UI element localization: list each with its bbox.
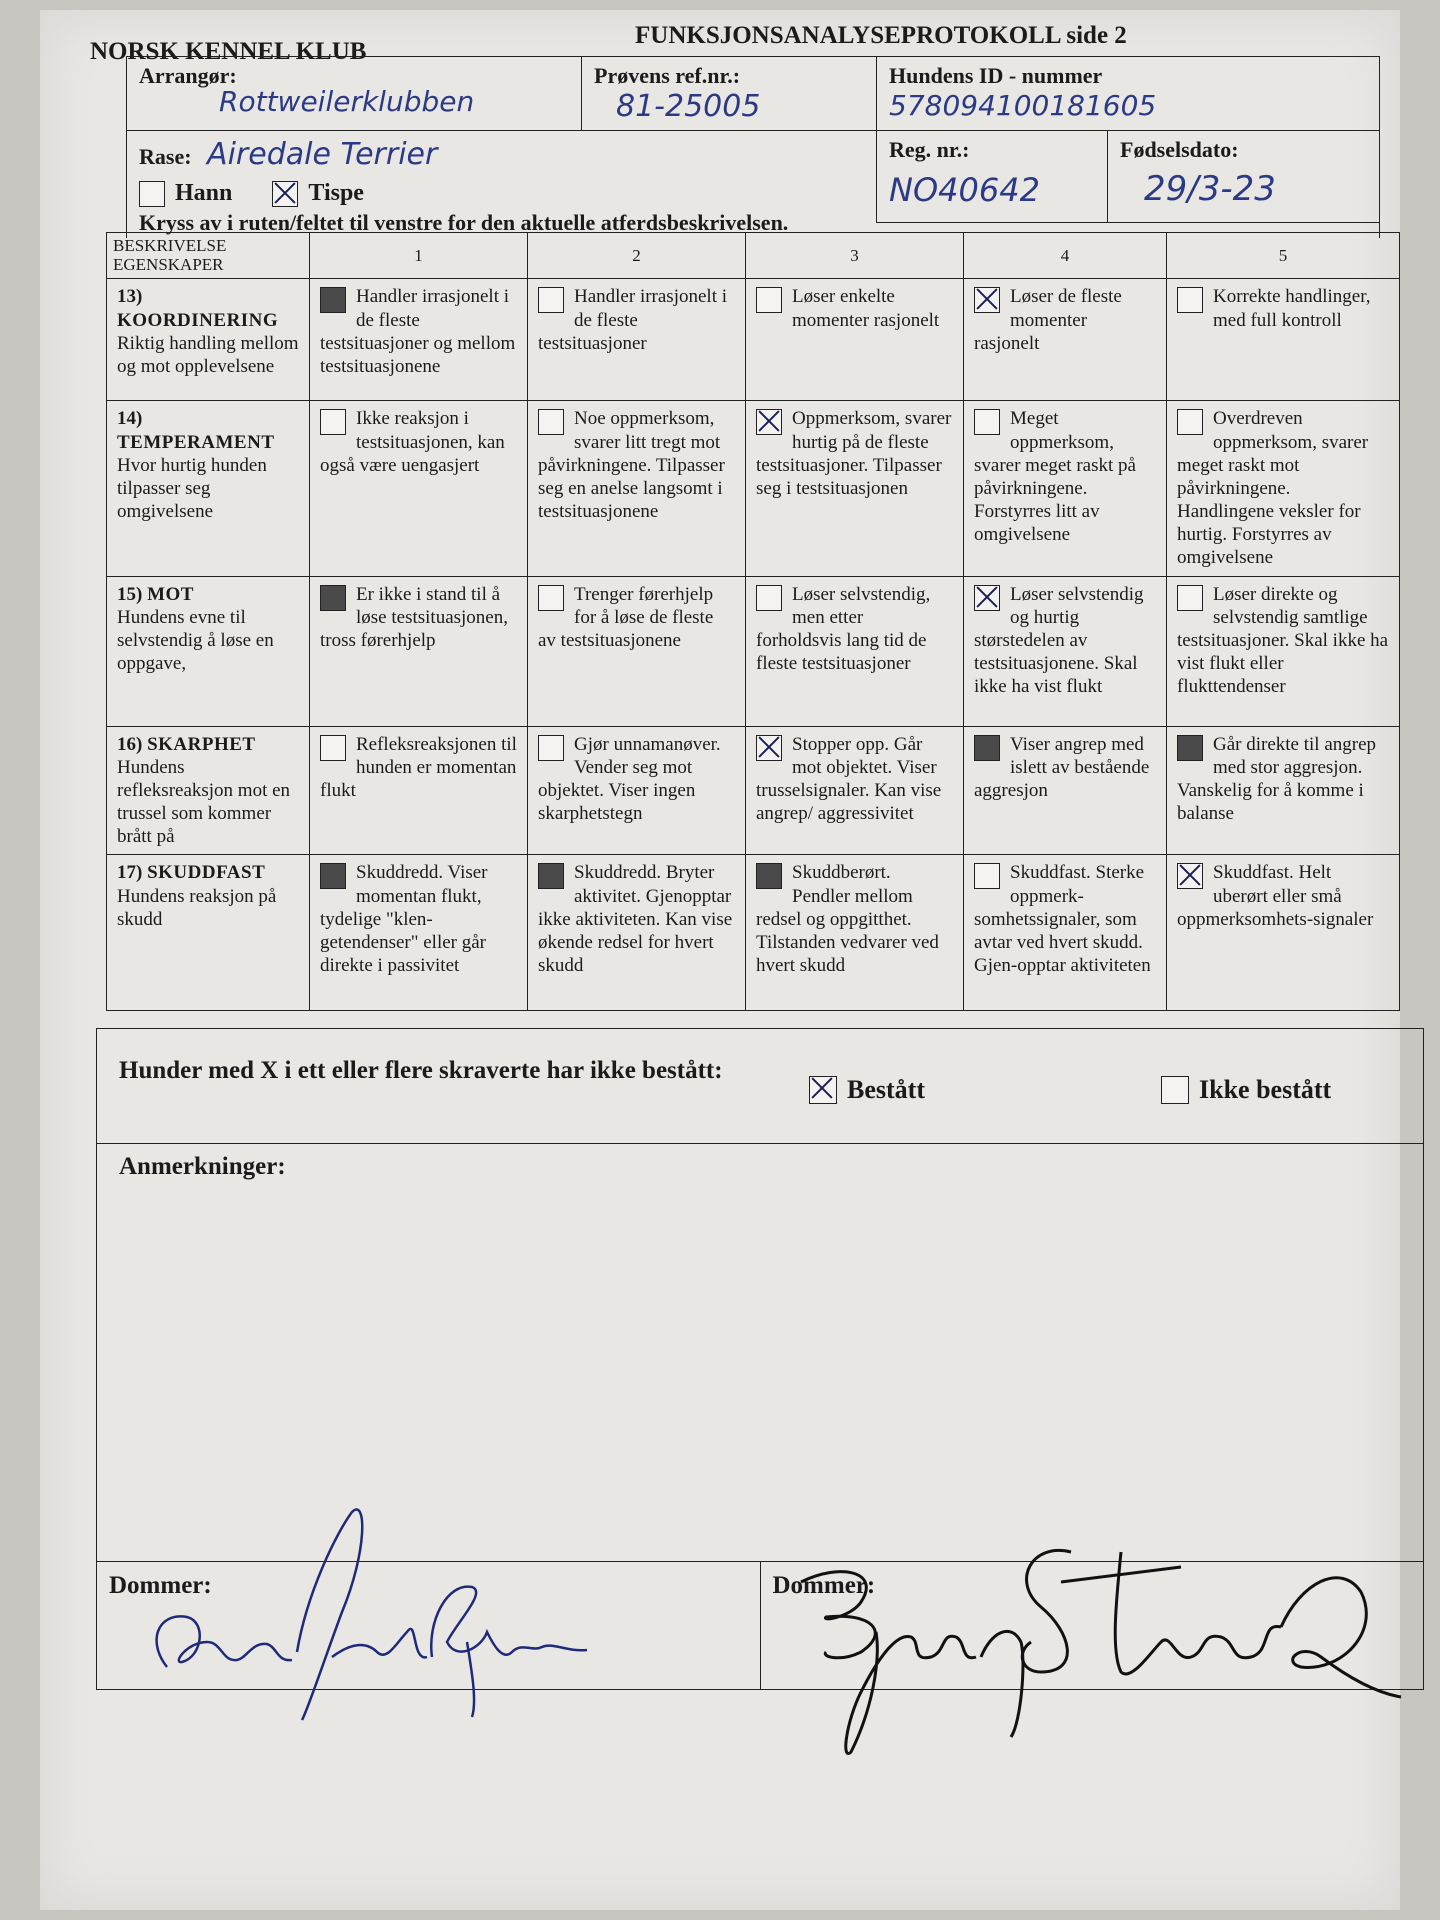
form-sheet	[40, 10, 1400, 1910]
score-checkbox[interactable]	[756, 287, 782, 313]
score-description: Handler irrasjonelt i de fleste testsituasjoner	[538, 286, 728, 354]
column-header: 5	[1167, 233, 1400, 279]
header-fields	[126, 56, 1380, 223]
score-cell[interactable]	[1167, 576, 1400, 726]
column-header: 2	[528, 233, 746, 279]
judge-1-signature	[127, 1492, 607, 1722]
birthdate-value[interactable]: 29/3-23	[1144, 169, 1276, 209]
score-checkbox[interactable]	[974, 287, 1000, 313]
judge-1-field	[97, 1562, 760, 1690]
property-name: MOT	[147, 583, 194, 605]
score-cell[interactable]	[964, 576, 1167, 726]
score-checkbox[interactable]	[320, 287, 346, 313]
score-checkbox[interactable]	[538, 735, 564, 761]
property-name: KOORDINERING	[117, 309, 279, 331]
score-cell[interactable]	[310, 576, 528, 726]
property-description: Riktig handling mellom og mot opplevelsene	[117, 332, 299, 377]
desc-header-1: BESKRIVELSE	[113, 236, 227, 255]
score-description: Skuddredd. Viser momentan flukt, tydelige "klen-getendenser" eller går direkte i passivitet	[320, 862, 488, 977]
score-checkbox[interactable]	[756, 409, 782, 435]
score-checkbox[interactable]	[974, 863, 1000, 889]
score-checkbox[interactable]	[1177, 287, 1203, 313]
score-description: Går direkte til angrep med stor aggresjon. Vanskelig for å komme i balanse	[1177, 733, 1377, 825]
property-description-cell	[107, 576, 310, 726]
judge-2-signature	[781, 1522, 1401, 1762]
property-description-cell	[107, 279, 310, 401]
score-description: Handler irrasjonelt i de fleste testsituasjoner og mellom testsituasjonene	[320, 286, 516, 377]
property-name: SKUDDFAST	[147, 862, 266, 884]
score-cell[interactable]	[746, 401, 964, 576]
id-value[interactable]: 578094100181605	[889, 89, 1157, 122]
assessment-rows	[107, 279, 1400, 1011]
score-description: Meget oppmerksom, svarer meget raskt på påvirkningene. Forstyrres litt av omgivelsene	[974, 408, 1136, 546]
desc-header	[107, 233, 310, 279]
score-description: Viser angrep med islett av bestående aggresjon	[974, 733, 1150, 801]
score-checkbox[interactable]	[538, 409, 564, 435]
score-description: Korrekte handlinger, med full kontroll	[1213, 286, 1371, 331]
score-description: Skuddredd. Bryter aktivitet. Gjenopptar ikke aktiviteten. Kan vise økende redsel for hvert skudd	[538, 862, 733, 977]
score-cell[interactable]	[310, 726, 528, 855]
failed-checkbox[interactable]	[1161, 1076, 1189, 1104]
property-description-cell	[107, 401, 310, 576]
score-checkbox[interactable]	[756, 735, 782, 761]
id-field	[877, 57, 1380, 131]
score-description: Skuddfast. Helt uberørt eller små oppmerksomhets-signaler	[1177, 862, 1374, 930]
score-cell[interactable]	[310, 279, 528, 401]
assessment-row	[107, 855, 1400, 1011]
score-description: Stopper opp. Går mot objektet. Viser trusselsignaler. Kan vise angrep/ aggressivitet	[756, 733, 942, 825]
property-description: Hvor hurtig hunden tilpasser seg omgivelsene	[117, 454, 267, 523]
property-description: Hundens evne til selvstendig å løse en oppgave,	[117, 606, 274, 675]
score-description: Løser selvstendig, men etter forholdsvis lang tid de fleste testsituasjoner	[756, 583, 931, 675]
judge-1-label: Dommer:	[109, 1572, 212, 1599]
remarks-label: Anmerkninger:	[119, 1153, 286, 1180]
score-checkbox[interactable]	[1177, 409, 1203, 435]
reg-value[interactable]: NO40642	[889, 171, 1040, 209]
score-description: Er ikke i stand til å løse testsituasjonen, tross førerhjelp	[320, 583, 508, 651]
property-name: TEMPERAMENT	[117, 431, 275, 453]
score-cell[interactable]	[1167, 855, 1400, 1011]
ref-value[interactable]: 81-25005	[616, 89, 761, 124]
score-description: Refleksreaksjonen til hunden er momentan flukt	[320, 733, 517, 801]
score-cell[interactable]	[1167, 279, 1400, 401]
male-label: Hann	[175, 180, 233, 206]
score-checkbox[interactable]	[756, 585, 782, 611]
sex-selector	[139, 180, 864, 207]
passed-label: Bestått	[847, 1075, 925, 1104]
birthdate-label: Fødselsdato:	[1120, 137, 1239, 162]
score-checkbox[interactable]	[974, 409, 1000, 435]
result-row	[97, 1029, 1423, 1144]
arranger-label: Arrangør:	[139, 63, 237, 88]
property-description: Hundens refleksreaksjon mot en trussel som kommer brått på	[117, 756, 291, 848]
property-number: 13)	[117, 286, 143, 308]
ref-field	[582, 57, 877, 131]
score-cell[interactable]	[528, 279, 746, 401]
arranger-field	[127, 57, 582, 131]
arranger-value[interactable]: Rottweilerklubben	[219, 85, 475, 118]
race-label: Rase:	[139, 144, 192, 169]
score-description: Noe oppmerksom, svarer litt tregt mot påvirkningene. Tilpasser seg en anelse langsomt i testsituasjonene	[538, 408, 725, 523]
race-value[interactable]: Airedale Terrier	[207, 137, 438, 172]
property-number: 15)	[117, 583, 143, 605]
score-cell[interactable]	[964, 726, 1167, 855]
reg-label: Reg. nr.:	[889, 137, 970, 162]
female-label: Tispe	[308, 180, 364, 206]
score-checkbox[interactable]	[320, 585, 346, 611]
score-description: Skuddfast. Sterke oppmerk-somhetssignaler, som avtar ved hvert skudd. Gjen-opptar aktiviteten	[974, 862, 1151, 977]
property-description-cell	[107, 855, 310, 1011]
assessment-row	[107, 401, 1400, 576]
score-checkbox[interactable]	[320, 735, 346, 761]
score-description: Løser selvstendig og hurtig størstedelen av testsituasjonene. Skal ikke ha vist flukt	[974, 583, 1144, 698]
female-checkbox[interactable]	[272, 181, 298, 207]
score-description: Trenger førerhjelp for å løse de fleste av testsituasjonene	[538, 583, 714, 651]
organization-name: NORSK KENNEL KLUB	[90, 38, 367, 65]
property-number: 17)	[117, 862, 143, 884]
column-header: 1	[310, 233, 528, 279]
desc-header-2: EGENSKAPER	[113, 254, 224, 274]
assessment-row	[107, 576, 1400, 726]
column-header: 4	[964, 233, 1167, 279]
judge-2-field	[760, 1562, 1424, 1690]
score-checkbox[interactable]	[1177, 585, 1203, 611]
ref-label: Prøvens ref.nr.:	[594, 63, 741, 88]
property-description: Hundens reaksjon på skudd	[117, 885, 277, 930]
assessment-row	[107, 279, 1400, 401]
assessment-row	[107, 726, 1400, 855]
document-title: FUNKSJONSANALYSEPROTOKOLL side 2	[635, 22, 1127, 49]
score-cell[interactable]	[310, 855, 528, 1011]
score-cell[interactable]	[528, 726, 746, 855]
passed-checkbox[interactable]	[809, 1076, 837, 1104]
score-description: Skuddberørt. Pendler mellom redsel og oppgitthet. Tilstanden vedvarer ved hvert skudd	[756, 862, 939, 977]
score-description: Løser direkte og selvstendig samtlige testsituasjoner. Skal ikke ha vist flukt eller flukttendenser	[1177, 583, 1389, 698]
score-cell[interactable]	[1167, 726, 1400, 855]
score-cell[interactable]	[1167, 401, 1400, 576]
score-checkbox[interactable]	[538, 585, 564, 611]
property-number: 16)	[117, 733, 143, 755]
judges-row	[97, 1561, 1423, 1690]
column-header: 3	[746, 233, 964, 279]
result-note: Hunder med X i ett eller flere skraverte har ikke bestått:	[119, 1057, 723, 1084]
score-cell[interactable]	[528, 401, 746, 576]
property-description-cell	[107, 726, 310, 855]
instruction-text: Kryss av i ruten/feltet til venstre for den aktuelle atferdsbeskrivelsen.	[126, 208, 1380, 238]
score-cell[interactable]	[746, 576, 964, 726]
score-cell[interactable]	[746, 726, 964, 855]
judge-2-label: Dommer:	[772, 1572, 876, 1599]
score-cell[interactable]	[964, 401, 1167, 576]
score-checkbox[interactable]	[974, 735, 1000, 761]
score-checkbox[interactable]	[1177, 863, 1203, 889]
result-section	[96, 1028, 1424, 1690]
id-label: Hundens ID - nummer	[889, 63, 1103, 88]
score-cell[interactable]	[964, 279, 1167, 401]
score-checkbox[interactable]	[538, 287, 564, 313]
property-name: SKARPHET	[147, 733, 256, 755]
score-checkbox[interactable]	[538, 863, 564, 889]
failed-option[interactable]	[1161, 1075, 1331, 1105]
score-description: Ikke reaksjon i testsituasjonen, kan også være uengasjert	[320, 408, 505, 476]
score-description: Løser enkelte momenter rasjonelt	[792, 286, 940, 331]
score-cell[interactable]	[528, 855, 746, 1011]
score-description: Løser de fleste momenter rasjonelt	[974, 286, 1122, 354]
failed-label: Ikke bestått	[1199, 1075, 1332, 1104]
score-cell[interactable]	[528, 576, 746, 726]
score-description: Oppmerksom, svarer hurtig på de fleste testsituasjoner. Tilpasser seg i testsituasjonen	[756, 408, 952, 499]
property-number: 14)	[117, 408, 143, 430]
passed-option[interactable]	[809, 1075, 925, 1105]
score-cell[interactable]	[746, 279, 964, 401]
score-description: Overdreven oppmerksom, svarer meget raskt mot påvirkningene. Handlingene veksler for hurtig. Forstyrres av omgivelsene	[1177, 408, 1369, 569]
score-cell[interactable]	[310, 401, 528, 576]
score-cell[interactable]	[746, 855, 964, 1011]
assessment-table	[106, 232, 1400, 1011]
score-checkbox[interactable]	[756, 863, 782, 889]
score-checkbox[interactable]	[974, 585, 1000, 611]
male-checkbox[interactable]	[139, 181, 165, 207]
score-description: Gjør unnamanøver. Vender seg mot objektet. Viser ingen skarphetstegn	[538, 733, 721, 825]
score-checkbox[interactable]	[1177, 735, 1203, 761]
score-checkbox[interactable]	[320, 863, 346, 889]
score-checkbox[interactable]	[320, 409, 346, 435]
score-cell[interactable]	[964, 855, 1167, 1011]
